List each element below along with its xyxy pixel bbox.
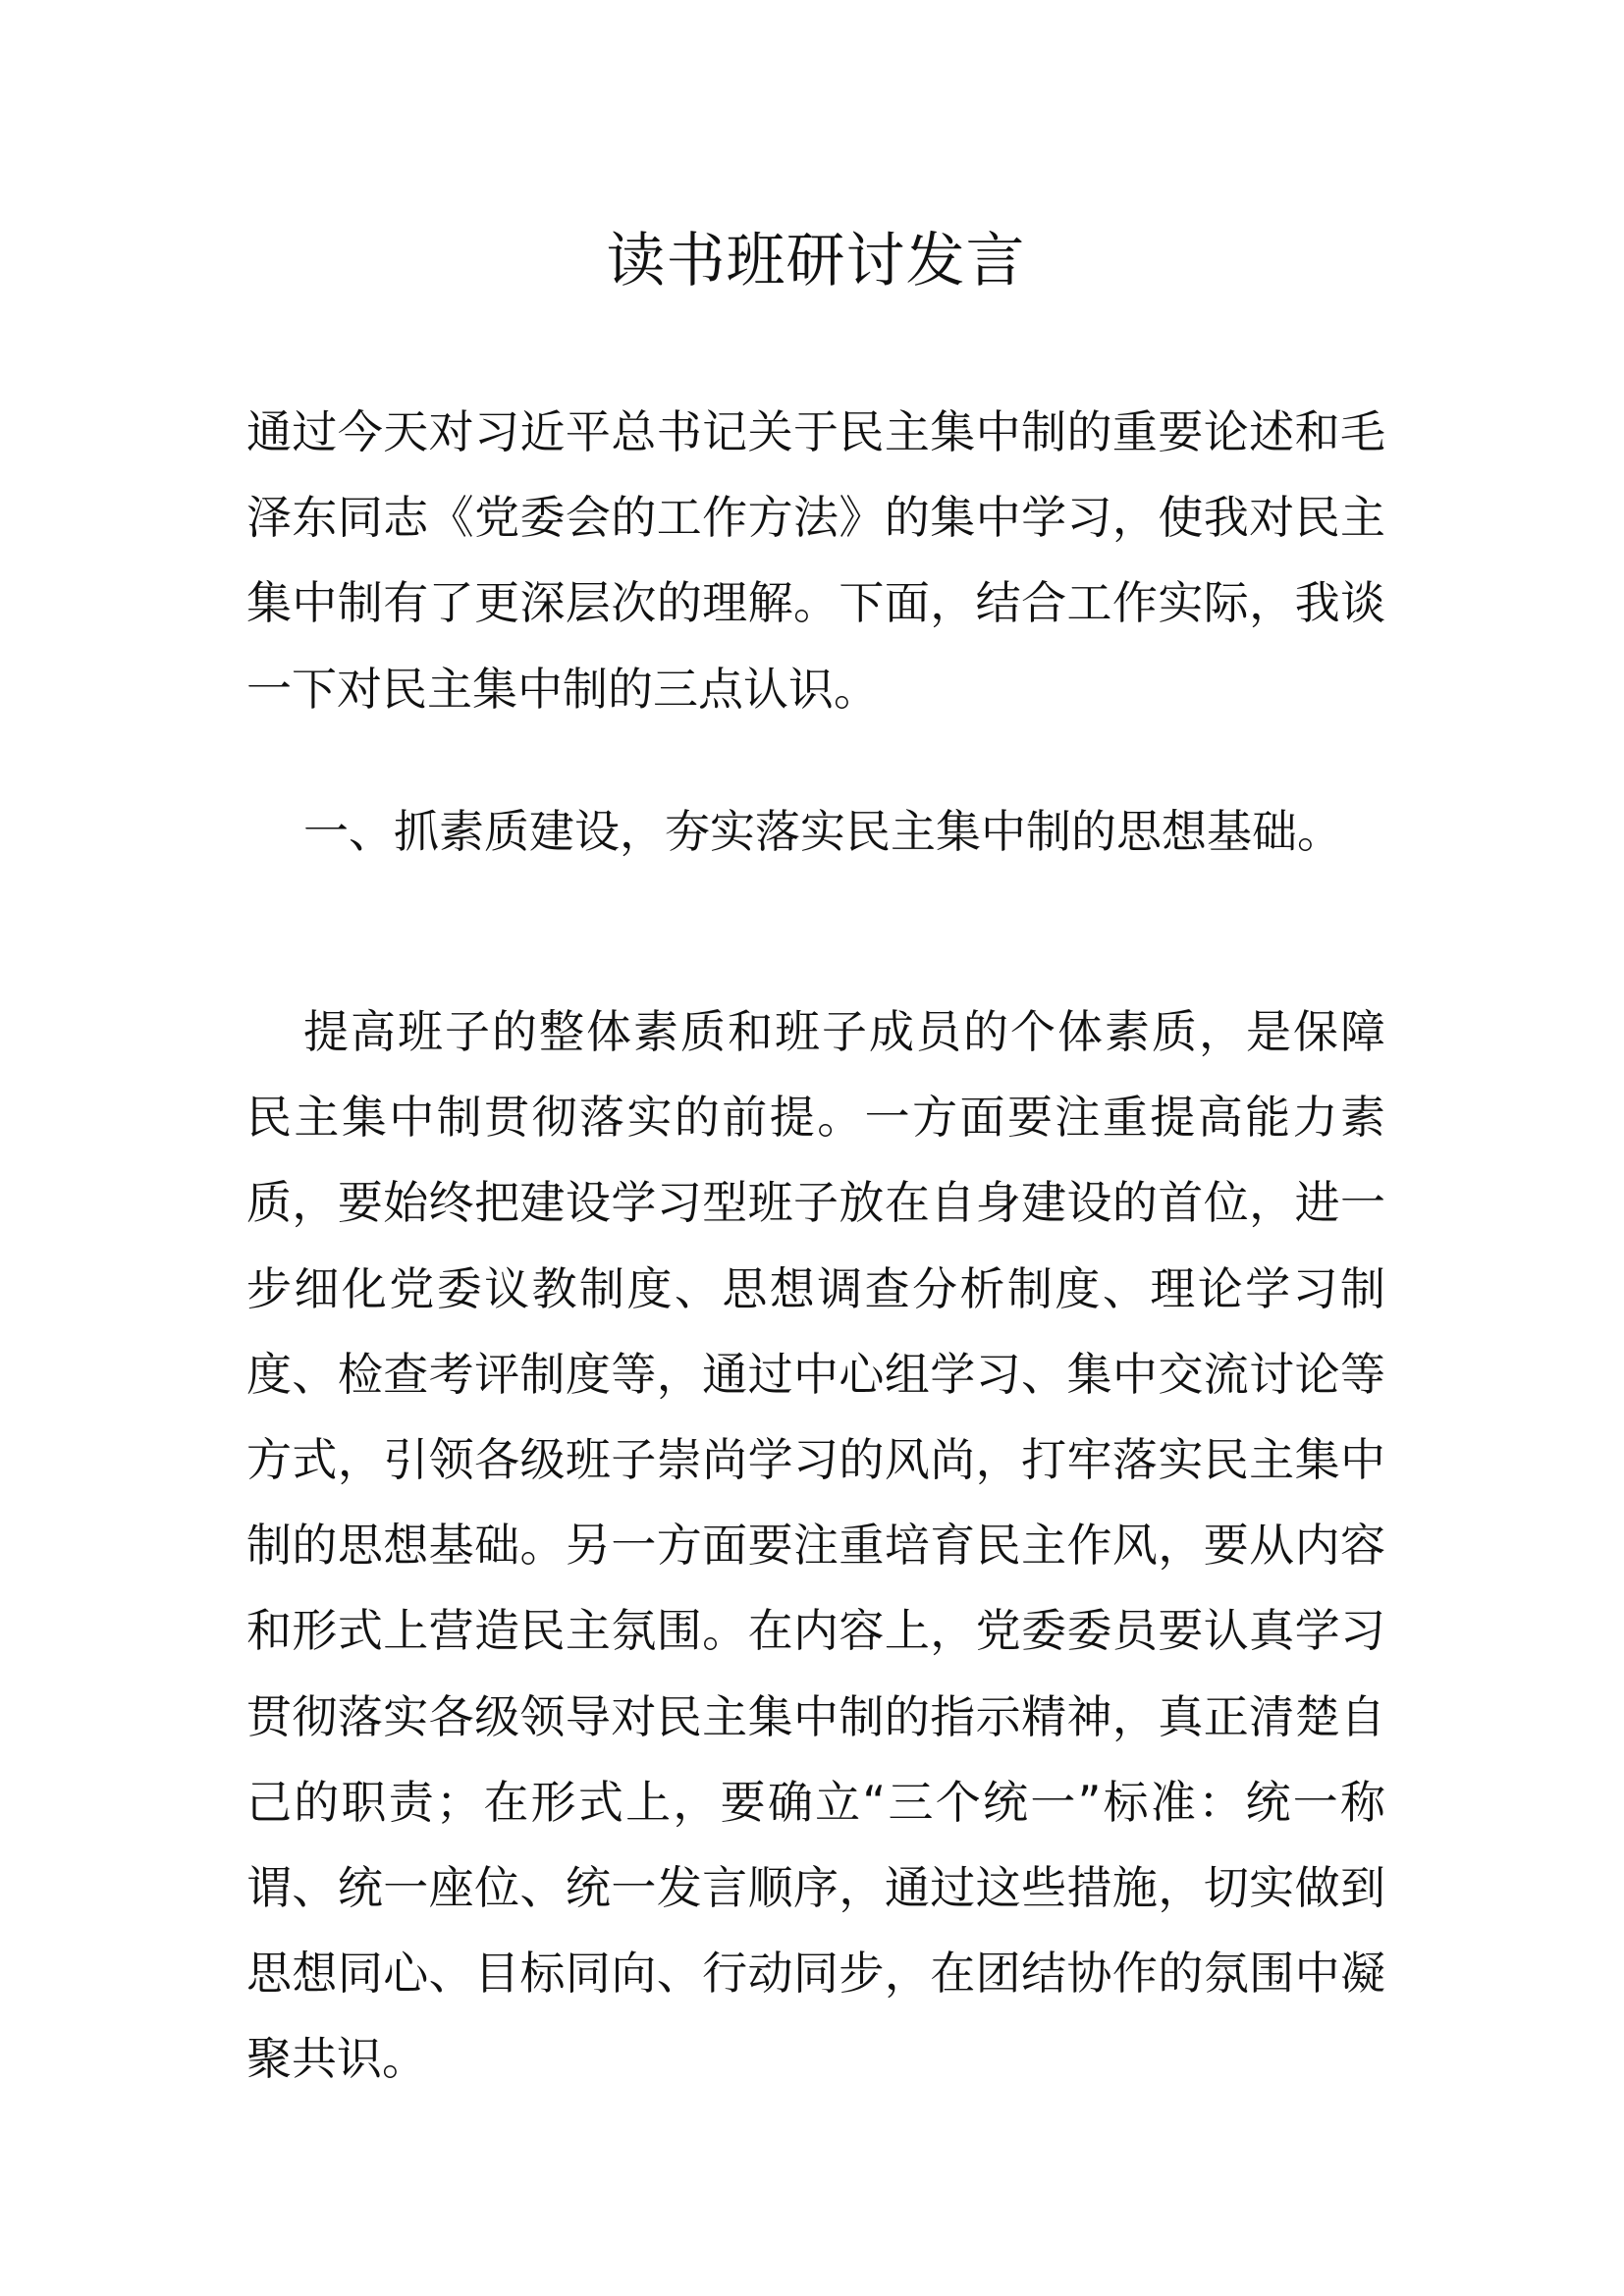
body-paragraph-1: 提高班子的整体素质和班子成员的个体素质，是保障民主集中制贯彻落实的前提。一方面要注重提高能力素质，要始终把建设学习型班子放在自身建设的首位，进一步细化党委议教制度、思想调查分析制度、理论学习制度、检查考评制度等，通过中心组学习、集中交流讨论等方式，引领各级班子崇尚学习的风尚，打牢落实民主集中制的思想基础。另一方面要注重培育民主作风，要从内容和形式上营造民主氛围。在内容上，党委委员要认真学习贯彻落实各级领导对民主集中制的指示精神，真正清楚自己的职责；在形式上，要确立“三个统一”标准：统一称谓、统一座位、统一发言顺序，通过这些措施，切实做到思想同心、目标同向、行动同步，在团结协作的氛围中凝聚共识。 xyxy=(246,1005,1385,2086)
document-title: 读书班研讨发言 xyxy=(606,227,1026,295)
intro-paragraph: 通过今天对习近平总书记关于民主集中制的重要论述和毛泽东同志《党委会的工作方法》的集中学习，使我对民主集中制有了更深层次的理解。下面，结合工作实际，我谈一下对民主集中制的三点认识。 xyxy=(246,405,1385,716)
section-heading-1: 一、抓素质建设，夯实落实民主集中制的思想基础。 xyxy=(303,805,1342,858)
